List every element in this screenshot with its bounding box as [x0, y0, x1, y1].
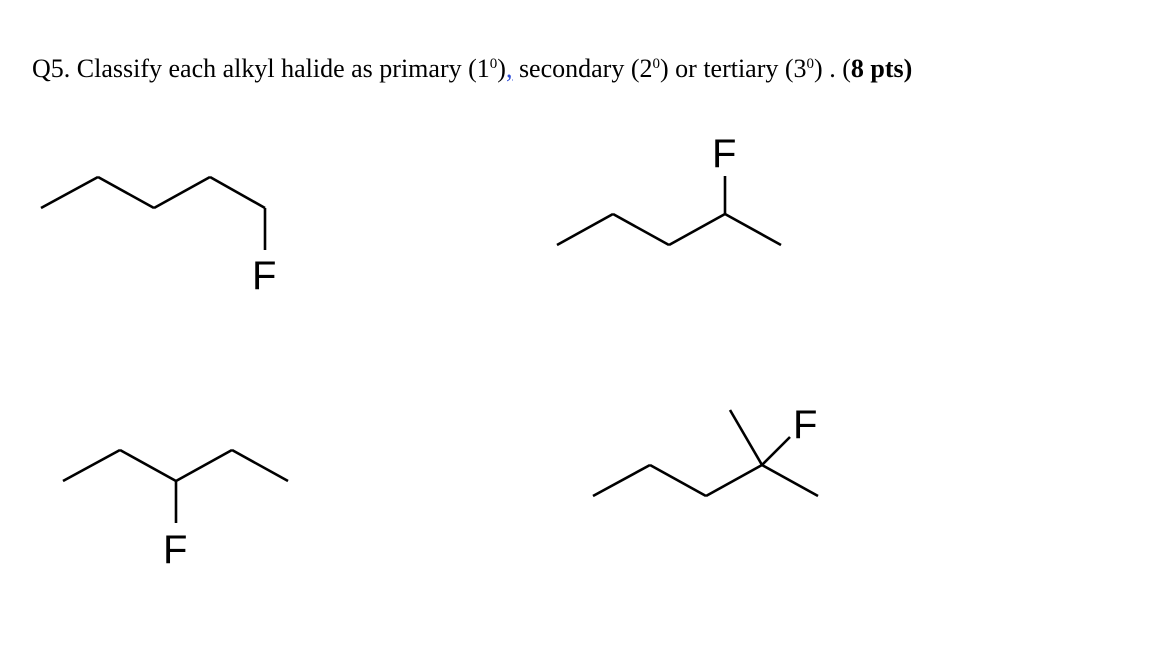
molecule-3-fluoropentane: [63, 450, 288, 572]
bond: [725, 214, 781, 245]
points-close: ): [903, 54, 913, 83]
degree-tertiary: 0: [806, 56, 815, 72]
bond: [98, 177, 154, 208]
molecule-4-fluoro-methylpentane: [593, 403, 818, 496]
question-tertiary: ) or tertiary (3: [660, 54, 807, 83]
primary-close: ): [497, 54, 506, 83]
bond: [41, 177, 98, 208]
bond: [210, 177, 265, 208]
degree-primary: 0: [489, 56, 498, 72]
points-value: 8 pts: [850, 54, 904, 83]
bond: [557, 214, 613, 245]
bond: [154, 177, 210, 208]
fluorine-label: F: [712, 132, 737, 176]
bond: [762, 465, 818, 496]
molecule-2-fluorobutane: [557, 132, 781, 245]
bond: [762, 437, 790, 465]
bond: [650, 465, 706, 496]
bond: [730, 410, 762, 465]
fluorine-label: F: [163, 528, 188, 572]
bond: [120, 450, 176, 481]
fluorine-label: F: [793, 403, 818, 447]
bond: [706, 465, 762, 496]
fluorine-label: F: [252, 254, 277, 298]
question-suffix: ) . (: [814, 54, 851, 83]
bond: [593, 465, 650, 496]
bond: [232, 450, 288, 481]
molecule-1-fluoropentane: [41, 177, 276, 298]
question-secondary: secondary (2: [512, 54, 653, 83]
bond: [613, 214, 669, 245]
degree-secondary: 0: [652, 56, 660, 72]
bond: [669, 214, 725, 245]
question-prefix: Q5. Classify each alkyl halide as primary (1: [32, 54, 490, 83]
tracked-change-mark[interactable]: ,: [505, 54, 513, 83]
bond: [176, 450, 232, 481]
bond: [63, 450, 120, 481]
